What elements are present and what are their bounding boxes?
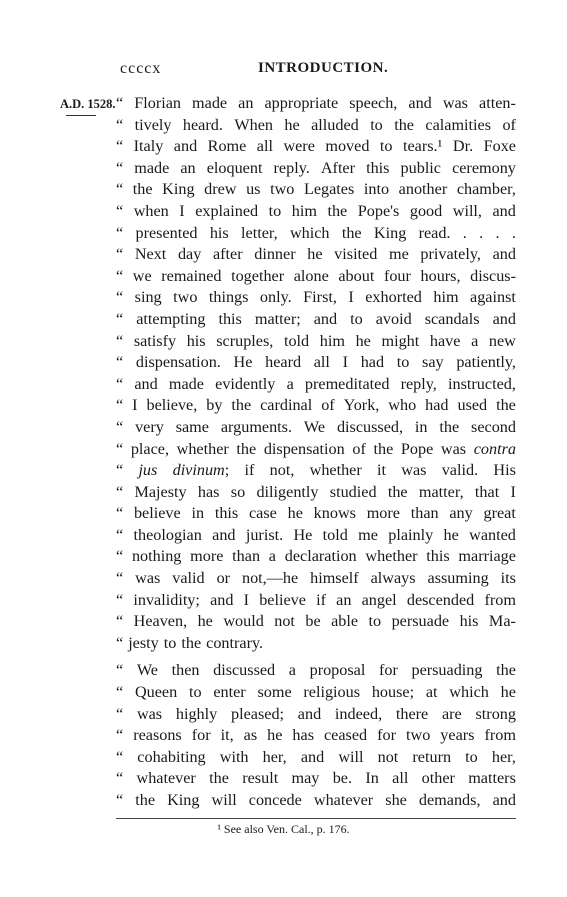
text-line: “ was highly pleased; and indeed, there are strong — [116, 704, 516, 723]
text-line: “ attempting this matter; and to avoid scandals and — [116, 309, 516, 328]
text-line: “ cohabiting with her, and will not return to her, — [116, 747, 516, 766]
text-line: “ satisfy his scruples, told him he might have a new — [116, 331, 516, 350]
text-line: “ the King will concede whatever she demands, and — [116, 791, 516, 809]
paragraph-1 — [116, 93, 516, 654]
body-text — [116, 93, 516, 812]
text-line: “ tively heard. When he alluded to the calamities of — [116, 115, 516, 134]
text-line: “ Heaven, he would not be able to persuade his Ma- — [116, 612, 516, 631]
text-line: “ Queen to enter some religious house; at which he — [116, 683, 516, 702]
text-line: “ the King drew us two Legates into another chamber, — [116, 180, 516, 199]
text-line: “ theologian and jurist. He told me plainly he wanted — [116, 525, 516, 544]
running-title: INTRODUCTION. — [258, 60, 389, 76]
text-line: “ jesty to the contrary. — [116, 633, 264, 652]
text-line: “ Florian made an appropriate speech, and was atten- — [116, 94, 516, 112]
text-line: “ invalidity; and I believe if an angel descended from — [116, 590, 516, 609]
text-line: “ Majesty has so diligently studied the matter, that I — [116, 482, 516, 501]
text-line: “ Italy and Rome all were moved to tears.¹ Dr. Foxe — [116, 137, 516, 156]
text-line: “ dispensation. He heard all I had to say patiently, — [116, 353, 516, 372]
text-line: “ reasons for it, as he has ceased for two years from — [116, 726, 516, 745]
text-line: “ whatever the result may be. In all other matters — [116, 769, 516, 788]
paragraph-2 — [116, 660, 516, 811]
text-line: “ believe in this case he knows more than any great — [116, 504, 516, 523]
text-line: “ presented his letter, which the King read. . . . . — [116, 223, 516, 242]
text-line: “ was valid or not,—he himself always assuming its — [116, 569, 516, 588]
text-line: “ I believe, by the cardinal of York, who had used the — [116, 396, 516, 415]
marginal-date: A.D. 1528. — [60, 97, 116, 111]
text-line: “ made an eloquent reply. After this public ceremony — [116, 158, 516, 177]
page-header — [0, 60, 567, 82]
footnote-rule — [116, 818, 516, 819]
text-line: “ sing two things only. First, I exhorted him against — [116, 288, 516, 307]
text-line: “ Next day after dinner he visited me privately, and — [116, 245, 516, 264]
page-number: ccccx — [120, 60, 162, 77]
text-line: “ when I explained to him the Pope's good will, and — [116, 201, 516, 220]
text-line: “ place, whether the dispensation of the Pope was contra — [116, 439, 516, 458]
text-line: “ we remained together alone about four hours, discus- — [116, 266, 516, 285]
marginal-rule — [66, 115, 96, 116]
text-line: “ jus divinum; if not, whether it was valid. His — [116, 461, 516, 480]
text-line: “ nothing more than a declaration whether this marriage — [116, 547, 516, 566]
text-line: “ We then discussed a proposal for persuading the — [116, 661, 516, 680]
footnote: ¹ See also Ven. Cal., p. 176. — [217, 822, 350, 836]
text-line: “ and made evidently a premeditated reply, instructed, — [116, 374, 516, 393]
text-line: “ very same arguments. We discussed, in the second — [116, 417, 516, 436]
